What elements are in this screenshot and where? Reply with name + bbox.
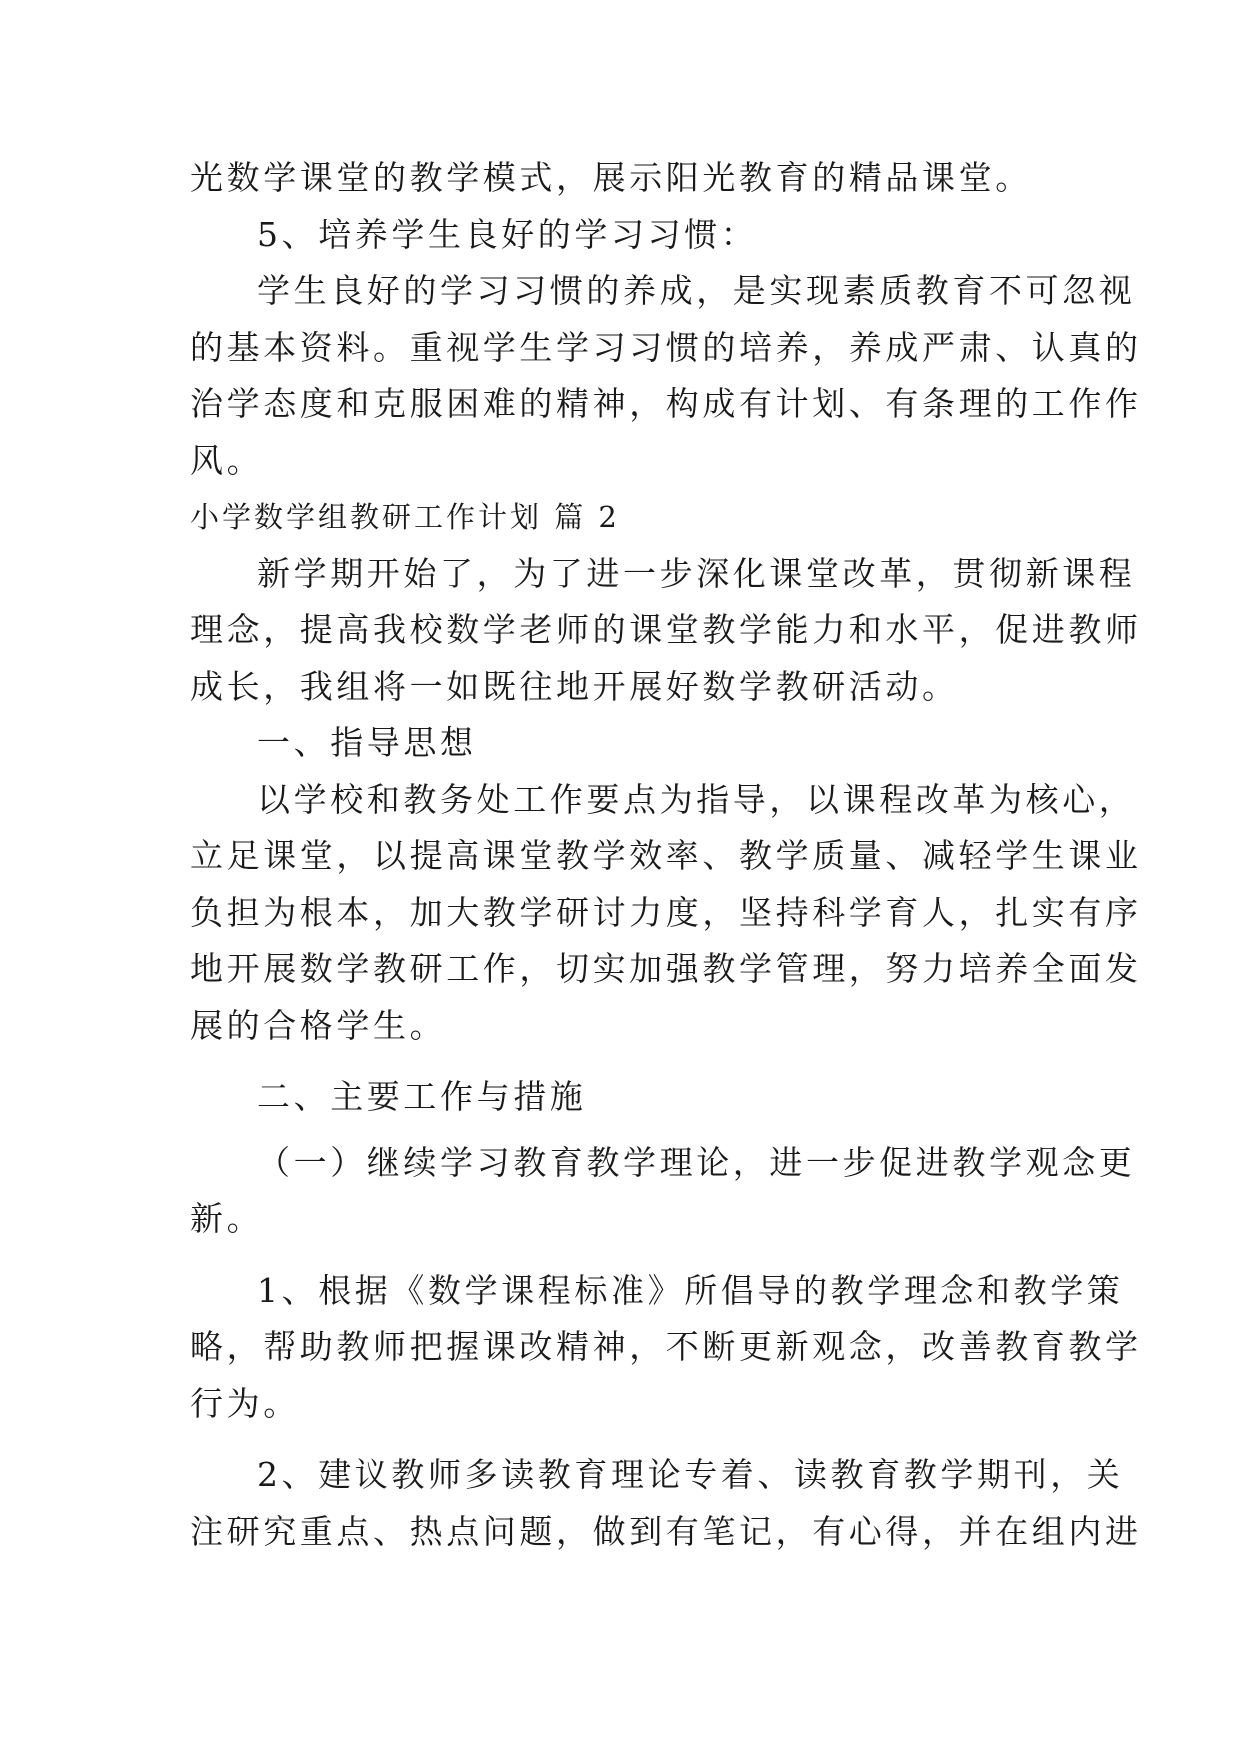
text-line: 2、建议教师多读教育理论专着、读教育教学期刊，关 <box>257 1455 1124 1494</box>
text-line: 行为。 <box>190 1383 300 1423</box>
paragraph <box>190 546 1142 716</box>
text-line: 1、根据《数学课程标准》所倡导的教学理念和教学策 <box>257 1270 1124 1310</box>
text-line: 成长，我组将一如既往地开展好数学教研活动。 <box>190 666 959 706</box>
text-line: 地开展数学教研工作，切实加强教学管理，努力培养全面发 <box>190 949 1142 988</box>
text-line: 学生良好的学习习惯的养成，是实现素质教育不可忽视 <box>257 271 1136 310</box>
text-line: 的基本资料。重视学生学习习惯的培养，养成严肃、认真的 <box>190 327 1142 367</box>
text-line: 光数学课堂的教学模式，展示阳光教育的精品课堂。 <box>190 158 1032 197</box>
paragraph <box>190 772 1142 1055</box>
text-line: 展的合格学生。 <box>190 1005 447 1045</box>
paragraph <box>190 1263 1142 1433</box>
text-line: 风。 <box>190 440 264 480</box>
text-line: 注研究重点、热点问题，做到有笔记，有心得，并在组内进 <box>190 1511 1142 1551</box>
paragraph <box>190 1069 1055 1126</box>
document-body <box>190 150 1142 1560</box>
text-line: 二、主要工作与措施 <box>257 1077 587 1116</box>
text-line: 治学态度和克服困难的精神，构成有计划、有条理的工作作 <box>190 384 1142 423</box>
paragraph <box>190 715 1055 772</box>
paragraph <box>190 263 1142 489</box>
paragraph <box>190 150 1055 207</box>
text-line: 小学数学组教研工作计划 篇 2 <box>190 500 620 534</box>
text-line: 一、指导思想 <box>257 723 477 762</box>
text-line: 以学校和教务处工作要点为指导，以课程改革为核心， <box>257 779 1136 819</box>
paragraph <box>190 207 1055 264</box>
text-line: 新学期开始了，为了进一步深化课堂改革，贯彻新课程 <box>257 553 1136 593</box>
text-line: 理念，提高我校数学老师的课堂教学能力和水平，促进教师 <box>190 610 1142 649</box>
paragraph <box>190 1135 1136 1248</box>
text-line: （一）继续学习教育教学理论，进一步促进教学观念更 <box>257 1142 1136 1182</box>
text-line: 略，帮助教师把握课改精神，不断更新观念，改善教育教学 <box>190 1327 1142 1366</box>
text-line: 立足课堂，以提高课堂教学效率、教学质量、减轻学生课业 <box>190 836 1142 875</box>
section-heading <box>190 489 1055 546</box>
text-line: 新。 <box>190 1199 264 1238</box>
text-line: 5、培养学生良好的学习习惯： <box>257 214 758 254</box>
text-line: 负担为根本，加大教学研讨力度，坚持科学育人，扎实有序 <box>190 892 1142 932</box>
paragraph <box>190 1447 1142 1560</box>
